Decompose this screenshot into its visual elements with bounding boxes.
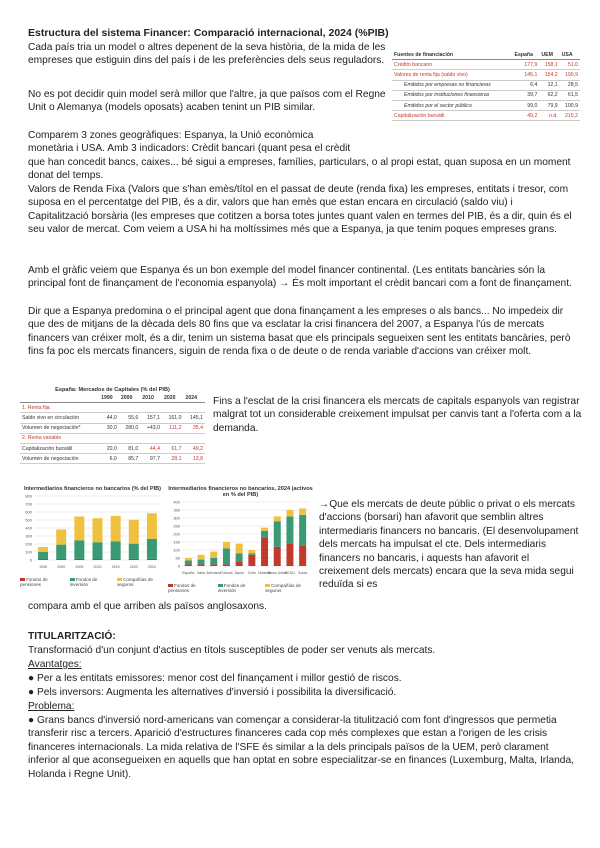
- table-row: [392, 80, 580, 90]
- table-row: [392, 90, 580, 100]
- section-label: 2. Renta variable: [20, 433, 205, 443]
- bar-segment: [261, 531, 268, 537]
- row-label: Emitidos por empresas no financieras: [392, 80, 513, 90]
- table-header: 2020: [162, 393, 183, 403]
- legend-label: Compañías de seguros: [117, 577, 153, 587]
- bar-segment: [111, 516, 121, 542]
- y-tick-label: 400: [173, 499, 180, 505]
- capital-markets-table: [20, 387, 205, 477]
- bar-segment: [185, 558, 192, 560]
- table-row: [20, 423, 205, 433]
- legend-label: Fondos de inversión: [69, 577, 98, 587]
- x-tick-label: Alemania: [206, 571, 222, 575]
- x-tick-label: España: [182, 571, 195, 575]
- bar-segment: [286, 544, 293, 566]
- table-cell: 161,0: [162, 413, 183, 423]
- y-tick-label: 600: [25, 509, 32, 515]
- x-tick-label: 2005: [75, 565, 84, 569]
- spain-paragraph: Dir que a Espanya predomina o el principal agent que dona finançament a les empreses o als bancs... No impedeix dir que des de mitjans de la dècada dels 80 fins que va esclatar la crisi financera del 2007, a Espanya l'ús de mercats financers van créixer molt, és a dir, tenim un sistema basat que els principals segueixen sent les entitats bancàries, però fins fa poc els mercats financers, siguin de renda fixa o de deute o de renda variable d'accions van créixer molt.: [28, 306, 571, 358]
- bar-segment: [286, 516, 293, 543]
- table-cell: 190,9: [560, 70, 580, 80]
- bar-segment: [93, 542, 103, 559]
- bar-segment: [299, 545, 306, 566]
- bar-segment: [147, 513, 157, 539]
- bar-segment: [93, 559, 103, 560]
- bar-segment: [248, 553, 255, 555]
- markets-paragraph: →Que els mercats de deute públic o privat o els mercats d'accions (borsari) han afavorit que semblin altres intermediaris financers no bancaris. (El desenvolupament dels mercats ha impulsat el cte. Dels intermediaris financers no bancaris, i aquests han afavorit el creixement dels mercats) encara que la seva mida segui reduïda si es: [319, 499, 579, 591]
- legend-swatch: [70, 578, 75, 581]
- legend-label: Compañías de seguros: [265, 583, 301, 593]
- row-label: Volumen de negociación*: [20, 423, 99, 433]
- crisis-paragraph: Fins a l'esclat de la crisi financera els mercats de capitals espanyols van registrar malgrat tot un considerable creixement impulsat per canvis tant a l'oferta com a la demanda.: [213, 396, 582, 434]
- bar-segment: [111, 559, 121, 560]
- table-row: [392, 100, 580, 110]
- chart-title: Intermediarios financieros no bancarios (% del PIB): [23, 486, 162, 492]
- table-cell: 215,2: [560, 111, 580, 121]
- bar-segment: [111, 541, 121, 559]
- bar-segment: [274, 521, 281, 547]
- table-cell: 39,7: [513, 90, 540, 100]
- table-header: 2010: [140, 393, 162, 403]
- chart-2: [168, 486, 313, 593]
- bar-segment: [198, 564, 205, 566]
- legend-swatch: [117, 578, 122, 581]
- bar-segment: [147, 539, 157, 559]
- row-label: Saldo vivo en circulación: [20, 413, 99, 423]
- bar-segment: [210, 558, 217, 564]
- legend-item: [20, 577, 65, 587]
- table-cell: 61,5: [560, 90, 580, 100]
- x-tick-label: 2024: [147, 565, 156, 569]
- y-tick-label: 400: [25, 525, 32, 531]
- table-row: [392, 60, 580, 70]
- row-label: Capitalización bursátil: [20, 443, 99, 453]
- bar-segment: [286, 510, 293, 516]
- definition-text: Transformació d'un conjunt d'actius en títols susceptibles de poder ser venuts als mercats.: [28, 645, 436, 656]
- fixed-income-paragraph: Valors de Renda Fixa (Valors que s'han emès/títol en el passat de deute (renda fixa) les empreses, entitats i tresor, com suposa en el percentatge del PIB, és a dir, valors que han emès que estan encara en circulació (saldo viu) i Capitalització borsària (les empreses que cotitzen a borsa totes juntes quant valen en termes del PIB, és a dir, quin és el seu valor de mercat. Com veiem a USA hi ha moltíssimes més que a Espanya, ja que tenim poques empreses grans.: [28, 184, 572, 236]
- model-paragraph: No es pot decidir quin model serà millor que l'altre, ja que països com el Regne Unit o Alemanya (models oposats) acaben tenint un PIB similar.: [28, 89, 386, 114]
- bar-segment: [299, 515, 306, 545]
- table-row: [20, 454, 205, 464]
- section-row: [20, 403, 205, 413]
- row-label: Capitalización bursátil: [392, 111, 513, 121]
- table-cell: 177,9: [513, 60, 540, 70]
- bar-segment: [299, 508, 306, 514]
- table-cell: 99,0: [513, 100, 540, 110]
- bar-segment: [198, 560, 205, 565]
- legend-label: Fondos de pensiones: [20, 577, 48, 587]
- x-tick-label: Italia: [197, 571, 205, 575]
- legend-item: [265, 583, 313, 593]
- x-tick-label: Francia: [220, 571, 233, 575]
- table-cell: 145,1: [513, 70, 540, 80]
- table-cell: 28,1: [162, 454, 183, 464]
- x-tick-label: 2010: [93, 565, 102, 569]
- y-tick-label: 250: [173, 523, 180, 529]
- y-tick-label: 100: [25, 549, 32, 555]
- bar-segment: [93, 518, 103, 542]
- table-cell: 100,9: [560, 100, 580, 110]
- table-cell: 79,9: [539, 100, 559, 110]
- chart-1: [20, 486, 165, 586]
- chart-2-svg: [168, 498, 313, 578]
- legend-label: Fondos de inversión: [217, 583, 246, 593]
- bar-segment: [129, 559, 139, 560]
- y-tick-label: 500: [25, 517, 32, 523]
- x-tick-label: EEUU: [284, 571, 295, 575]
- bar-segment: [248, 555, 255, 566]
- bar-segment: [236, 561, 243, 566]
- markets-paragraph-cont: compara amb el que arriben als països anglosaxons.: [28, 601, 267, 612]
- table-row: [20, 443, 205, 453]
- y-tick-label: 100: [173, 547, 180, 553]
- table-cell: 12,1: [539, 80, 559, 90]
- bar-segment: [223, 548, 230, 564]
- bar-segment: [210, 564, 217, 566]
- table-header: USA: [560, 50, 580, 60]
- x-tick-label: Reino Unido: [267, 571, 288, 575]
- row-label: Emitidos por instituciones financieras: [392, 90, 513, 100]
- y-tick-label: 150: [173, 539, 180, 545]
- problem-text: ● Grans bancs d'inversió nord-americans van començar a considerar-la titulització com font d'ingressos que permetia transferir risc a tercers. Aparició d'estructures financeres cada cop més complexes que estan a l'origen de les crisis financeres internacionals. La mida relativa de l'SFE és similar a la dels principals països de la UEM, però clarament inferior al que aconsegueixen en aquells que han optat en sobre especialitzar-se en finances (Luxemburg, Malta, Irlanda, Holanda i Regne Unit).: [28, 715, 574, 780]
- table-cell: 6,0: [99, 454, 119, 464]
- table-cell: 62,2: [539, 90, 559, 100]
- x-tick-label: 2020: [129, 565, 138, 569]
- bar-segment: [74, 559, 84, 560]
- y-tick-label: 200: [25, 541, 32, 547]
- continental-model-paragraph: Amb el gràfic veiem que Espanya és un bon exemple del model financer continental. (Les entitats bancàries són la principal font de finançament de l'economia espanyola) → És molt important el crèdit bancari com a font de finançament.: [28, 265, 572, 290]
- y-tick-label: 300: [173, 515, 180, 521]
- table-cell: 35,4: [183, 423, 205, 433]
- bar-segment: [274, 516, 281, 521]
- legend-swatch: [20, 578, 25, 581]
- compare-paragraph: Comparem 3 zones geogràfiques: Espanya, la Unió econòmica monetària i USA. Amb 3 indicadors: Crèdit bancari (quant pesa el crèdit: [28, 130, 351, 155]
- bar-segment: [38, 547, 48, 552]
- table-cell: 158,1: [539, 60, 559, 70]
- bar-segment: [147, 559, 157, 560]
- bar-segment: [223, 542, 230, 548]
- row-label: Volumen de negociación: [20, 454, 99, 464]
- legend-item: [168, 583, 213, 593]
- table-cell: 28,5: [560, 80, 580, 90]
- table-cell: 85,7: [119, 454, 140, 464]
- x-tick-label: 1995: [39, 565, 48, 569]
- y-tick-label: 200: [173, 531, 180, 537]
- table-cell: 6,4: [513, 80, 540, 90]
- table-cell: 13,8: [183, 454, 205, 464]
- x-tick-label: Suiza: [298, 571, 308, 575]
- x-tick-label: Chile: [247, 571, 256, 575]
- table-cell: 20,0: [99, 443, 119, 453]
- y-tick-label: 700: [25, 501, 32, 507]
- chart-legend: [168, 583, 313, 593]
- table-caption: España: Mercados de Capitales (% del PIB): [55, 387, 170, 393]
- bar-segment: [236, 553, 243, 561]
- row-label: Emitidos por el sector público: [392, 100, 513, 110]
- table-cell: 55,6: [119, 413, 140, 423]
- table-cell: 49,2: [513, 111, 540, 121]
- table-cell: 157,1: [140, 413, 162, 423]
- table-cell: n.d.: [539, 111, 559, 121]
- y-tick-label: 350: [173, 507, 180, 513]
- x-tick-label: Japón: [234, 571, 245, 575]
- bar-segment: [56, 545, 66, 559]
- table-cell: 280,0: [119, 423, 140, 433]
- bar-segment: [185, 564, 192, 566]
- intro-paragraph: Cada país tria un model o altres depenent de la seva història, de la mida de les empreses que estiguin dins del país i de les preferències dels seus reguladors.: [28, 42, 386, 67]
- x-tick-label: 2015: [111, 565, 120, 569]
- table-header: 2000: [119, 393, 140, 403]
- legend-item: [218, 583, 260, 593]
- table-header: Fuentes de financiación: [392, 50, 513, 60]
- legend-item: [117, 577, 165, 587]
- legend-swatch: [265, 584, 270, 587]
- legend-swatch: [168, 584, 173, 587]
- bar-segment: [56, 529, 66, 544]
- section-label: 1. Renta fija: [20, 403, 205, 413]
- bar-segment: [185, 560, 192, 564]
- table-cell: 44,4: [140, 443, 162, 453]
- table-cell: 51,0: [560, 60, 580, 70]
- compare-paragraph-cont: que han concedit bancs, caixes... bé sigui a empreses, famílies, particulars, o al propi estat, quan suposa en un moment donat del temps.: [28, 157, 571, 182]
- x-tick-label: 2000: [57, 565, 66, 569]
- table-cell: 97,7: [140, 454, 162, 464]
- table-header: 1990: [99, 393, 119, 403]
- advantages-title: Avantatges:: [28, 659, 82, 670]
- table-row: [392, 111, 580, 121]
- table-row: [20, 413, 205, 423]
- bar-segment: [74, 540, 84, 558]
- bar-segment: [274, 547, 281, 566]
- row-label: Valores de renta fija (saldo vivo): [392, 70, 513, 80]
- table-cell: 154,2: [539, 70, 559, 80]
- bar-segment: [236, 544, 243, 554]
- bar-segment: [261, 528, 268, 531]
- chart-legend: [20, 577, 165, 587]
- bar-segment: [38, 559, 48, 560]
- table-cell: 81,0: [119, 443, 140, 453]
- legend-label: Fondos de pensiones: [168, 583, 196, 593]
- bar-segment: [56, 559, 66, 560]
- bar-segment: [129, 520, 139, 544]
- table-cell: 145,1: [183, 413, 205, 423]
- bar-segment: [74, 516, 84, 540]
- problem-title: Problema:: [28, 701, 75, 712]
- y-tick-label: 50: [175, 555, 180, 561]
- legend-swatch: [218, 584, 223, 587]
- advantage-item: ● Per a les entitats emissores: menor cost del finançament i millor gestió de riscos.: [28, 673, 402, 684]
- bar-segment: [198, 555, 205, 560]
- table-row: [392, 70, 580, 80]
- section-row: [20, 433, 205, 443]
- advantage-item: ● Pels inversors: Augmenta les alternatives d'inversió i possibilita la diversificació.: [28, 687, 397, 698]
- row-label: Crédito bancario: [392, 60, 513, 70]
- x-tick-label: Holanda: [257, 571, 272, 575]
- financing-sources-table: [392, 50, 580, 140]
- page-title: Estructura del sistema Financer: Comparació internacional, 2024 (%PIB): [28, 27, 389, 39]
- y-tick-label: 300: [25, 533, 32, 539]
- table-cell: 49,2: [183, 443, 205, 453]
- table-cell: 30,0: [99, 423, 119, 433]
- y-tick-label: 800: [25, 493, 32, 499]
- table-header: UEM: [539, 50, 559, 60]
- bar-segment: [223, 564, 230, 566]
- table-header: España: [513, 50, 540, 60]
- chart-1-svg: [20, 492, 165, 572]
- bar-segment: [261, 537, 268, 566]
- legend-item: [70, 577, 112, 587]
- table-cell: 61,7: [162, 443, 183, 453]
- bar-segment: [129, 544, 139, 559]
- table-header: [20, 393, 99, 403]
- chart-title: Intermediarios financieros no bancarios, 2024 (activos en % del PIB): [168, 486, 313, 498]
- table-header: 2024: [183, 393, 205, 403]
- bar-segment: [38, 552, 48, 559]
- y-tick-label: 0: [177, 563, 180, 569]
- y-tick-label: 0: [29, 557, 32, 563]
- table-cell: +43,0: [140, 423, 162, 433]
- bar-segment: [210, 552, 217, 558]
- section-title: TITULARITZACIÓ:: [28, 631, 116, 642]
- bar-segment: [248, 550, 255, 553]
- table-cell: 44,0: [99, 413, 119, 423]
- table-cell: 111,2: [162, 423, 183, 433]
